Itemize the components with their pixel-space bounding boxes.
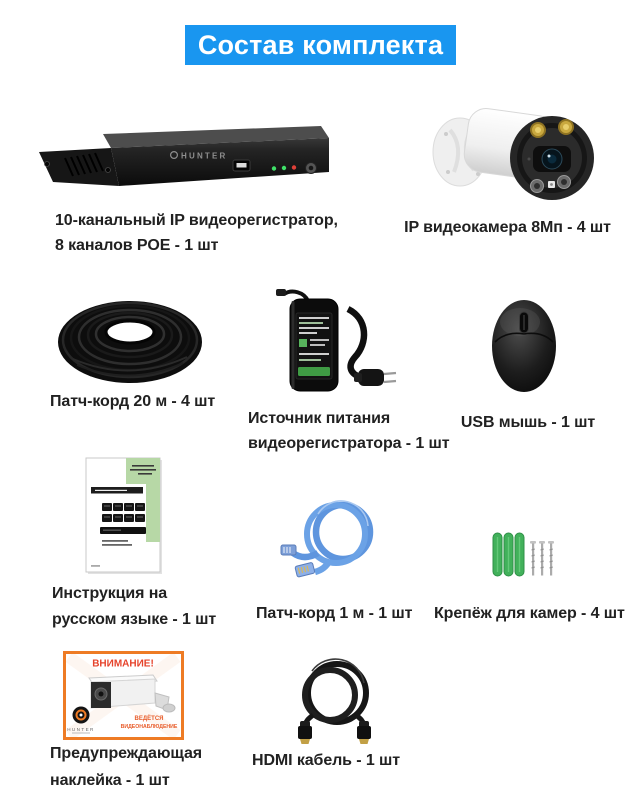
patch-cord-1m-image — [280, 496, 395, 582]
power-supply-illustration — [262, 287, 402, 403]
nvr-screw-icon — [45, 162, 50, 167]
power-supply-label: Источник питания видеорегистратора - 1 шт — [248, 410, 450, 452]
led-green-icon — [272, 166, 276, 170]
hunter-logo-icon — [73, 707, 90, 724]
power-supply-image — [262, 287, 402, 403]
mouse-illustration — [490, 297, 558, 393]
ip-camera-illustration — [430, 96, 605, 210]
camera-mount-kit-image — [492, 528, 554, 580]
warning-sticker-illustration — [63, 651, 184, 740]
hdmi-illustration — [280, 657, 390, 745]
page-title: Состав комплекта — [197, 29, 444, 60]
patch-cord-20m-image — [55, 295, 205, 387]
nvr-screw-icon — [106, 168, 111, 173]
surveillance-text-line2: ВИДЕОНАБЛЮДЕНИЕ — [120, 724, 178, 730]
led-red-icon — [292, 165, 296, 169]
warning-sticker-label: Предупреждающая наклейка - 1 шт — [50, 745, 203, 789]
hdmi-connector-icon — [357, 721, 371, 744]
nvr-illustration — [33, 118, 333, 206]
dc-plug-icon — [276, 289, 286, 296]
fasteners-illustration — [492, 528, 554, 580]
blue-cable-illustration — [280, 496, 395, 582]
hdmi-cable-label: HDMI кабель - 1 шт — [252, 752, 400, 769]
wall-anchor-icon — [493, 533, 524, 576]
ip-camera-label: IP видеокамера 8Мп - 4 шт — [404, 219, 611, 236]
header-banner — [185, 25, 456, 65]
screw-icon — [530, 541, 554, 576]
patch-cord-1m-label: Патч-корд 1 м - 1 шт — [256, 605, 413, 622]
usb-mouse-label: USB мышь - 1 шт — [460, 414, 596, 431]
ip-camera-image — [430, 96, 605, 210]
manual-illustration — [84, 456, 164, 576]
cable-coil-illustration — [55, 295, 205, 387]
power-cord-icon — [348, 309, 364, 377]
usb-mouse-image — [490, 297, 558, 393]
surveillance-text-line1: ВЕДЁТСЯ — [134, 716, 164, 722]
led-green-icon — [282, 166, 286, 170]
patch-cord-20m-label: Патч-корд 20 м - 4 шт — [50, 393, 216, 410]
manual-label: Инструкция на русском языке - 1 шт — [52, 585, 217, 628]
warning-sticker-image — [63, 651, 184, 740]
hdmi-cable-image — [280, 657, 390, 745]
rj45-connector-icon — [281, 545, 296, 555]
hdmi-connector-icon — [298, 721, 312, 744]
manual-image — [84, 456, 164, 576]
nvr-brand-text: HUNTER — [181, 151, 228, 161]
attention-text: ВНИМАНИЕ! — [92, 658, 154, 670]
nvr-image — [33, 118, 333, 206]
sticker-brand-text: HUNTER — [67, 727, 95, 732]
nvr-label: 10-канальный IP видеорегистратор, 8 каналов POE - 1 шт — [55, 212, 338, 254]
camera-mount-kit-label: Крепёж для камер - 4 шт — [434, 605, 625, 622]
